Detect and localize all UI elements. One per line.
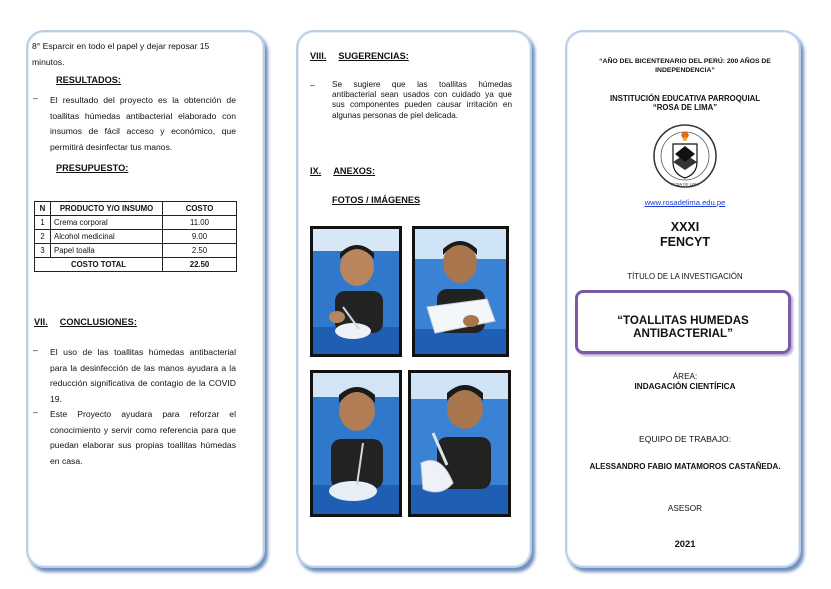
step-8-text: 8° Esparcir en todo el papel y dejar reposar 15 minutos.: [32, 41, 210, 67]
budget-cell-n: 3: [35, 244, 51, 258]
anexos-number: IX.: [310, 166, 322, 176]
panel-cover: [565, 30, 801, 568]
school-seal-logo: [651, 122, 719, 190]
research-title: “TOALLITAS HUMEDAS ANTIBACTERIAL”: [617, 314, 749, 340]
budget-col-costo: COSTO: [163, 202, 237, 216]
panel-middle: [296, 30, 532, 568]
budget-header-row: [35, 202, 237, 216]
seal-caption: ROSA DE LIMA: [670, 181, 700, 187]
sugerencias-dash: –: [310, 80, 315, 90]
conclusiones-number: VII.: [34, 317, 48, 327]
event-edition: XXXI: [670, 220, 700, 234]
budget-total-value: 22.50: [163, 258, 237, 272]
budget-col-producto: PRODUCTO Y/O INSUMO: [51, 202, 163, 216]
anexos-title: ANEXOS:: [333, 166, 376, 176]
budget-table: [34, 201, 237, 272]
photo-3-illustration: [313, 373, 399, 514]
conclusion-1-dash: –: [33, 345, 38, 355]
photo-child-with-bag: [408, 370, 511, 517]
sugerencias-heading: [310, 51, 409, 61]
budget-cell-costo: 2.50: [163, 244, 237, 258]
sugerencias-number: VIII.: [310, 51, 327, 61]
budget-cell-producto: Papel toalla: [51, 244, 163, 258]
team-member: ALESSANDRO FABIO MATAMOROS CASTAÑEDA.: [589, 462, 781, 471]
area-value: INDAGACIÓN CIENTÍFICA: [634, 382, 736, 391]
presupuesto-heading: PRESUPUESTO:: [56, 163, 129, 173]
budget-cell-n: 2: [35, 230, 51, 244]
school-website-link[interactable]: www.rosadelima.edu.pe: [644, 198, 726, 207]
asesor-label: ASESOR: [667, 504, 703, 513]
table-row: [35, 230, 237, 244]
photo-4-illustration: [411, 373, 508, 514]
conclusion-2-dash: –: [33, 407, 38, 417]
budget-cell-costo: 11.00: [163, 216, 237, 230]
school-name: [577, 94, 793, 113]
budget-cell-producto: Alcohol medicinal: [51, 230, 163, 244]
seal-icon: [651, 122, 719, 190]
conclusiones-heading: [34, 317, 137, 327]
photo-1-illustration: [313, 229, 399, 354]
area-label: ÁREA:: [672, 372, 698, 381]
sugerencias-title: SUGERENCIAS:: [338, 51, 409, 61]
event-title: FENCYT: [660, 235, 710, 249]
resultados-text: El resultado del proyecto es la obtención de toallitas húmedas antibacterial elaborado con insumos de fácil acceso y económico, que permitirá desinfectar tus manos.: [50, 95, 236, 152]
titulo-label: TÍTULO DE LA INVESTIGACIÓN: [627, 272, 743, 281]
bicentenario-motto: “AÑO DEL BICENTENARIO DEL PERÚ: 200 AÑOS DE INDEPENDENCIA”: [599, 58, 771, 74]
school-name-line2: “ROSA DE LIMA”: [652, 103, 718, 113]
event-name: [577, 220, 793, 250]
budget-total-label: COSTO TOTAL: [35, 258, 163, 272]
fotos-heading: FOTOS / IMÁGENES: [332, 195, 421, 205]
sugerencias-text: Se sugiere que las toallitas húmedas antibacterial sean usados con cuidado ya que sus componentes pueden causar irritación en algunas personas de piel delicada.: [332, 80, 512, 120]
photo-child-holding-paper: [412, 226, 509, 357]
conclusiones-title: CONCLUSIONES:: [59, 317, 137, 327]
resultados-heading: RESULTADOS:: [56, 75, 121, 85]
photo-child-with-container: [310, 370, 402, 517]
budget-total-row: [35, 258, 237, 272]
year: 2021: [674, 538, 696, 549]
budget-cell-producto: Crema corporal: [51, 216, 163, 230]
photo-2-illustration: [415, 229, 506, 354]
conclusion-1-text: El uso de las toallitas húmedas antibacterial para la desinfección de las manos ayudara a la reducción significativa de contagio de la COVID 19.: [50, 347, 236, 404]
table-row: [35, 216, 237, 230]
anexos-heading: [310, 166, 375, 176]
conclusion-2-text: Este Proyecto ayudara para reforzar el conocimiento y servir como referencia para que puedan elaborar sus propias toallitas húmedas en casa.: [50, 409, 236, 466]
resultados-dash: –: [33, 93, 38, 103]
photo-child-stirring-bowl: [310, 226, 402, 357]
table-row: [35, 244, 237, 258]
budget-col-n: N: [35, 202, 51, 216]
budget-cell-costo: 9.00: [163, 230, 237, 244]
equipo-label: EQUIPO DE TRABAJO:: [638, 434, 731, 444]
panel-left: [26, 30, 265, 568]
school-name-line1: INSTITUCIÓN EDUCATIVA PARROQUIAL: [609, 94, 760, 103]
budget-cell-n: 1: [35, 216, 51, 230]
